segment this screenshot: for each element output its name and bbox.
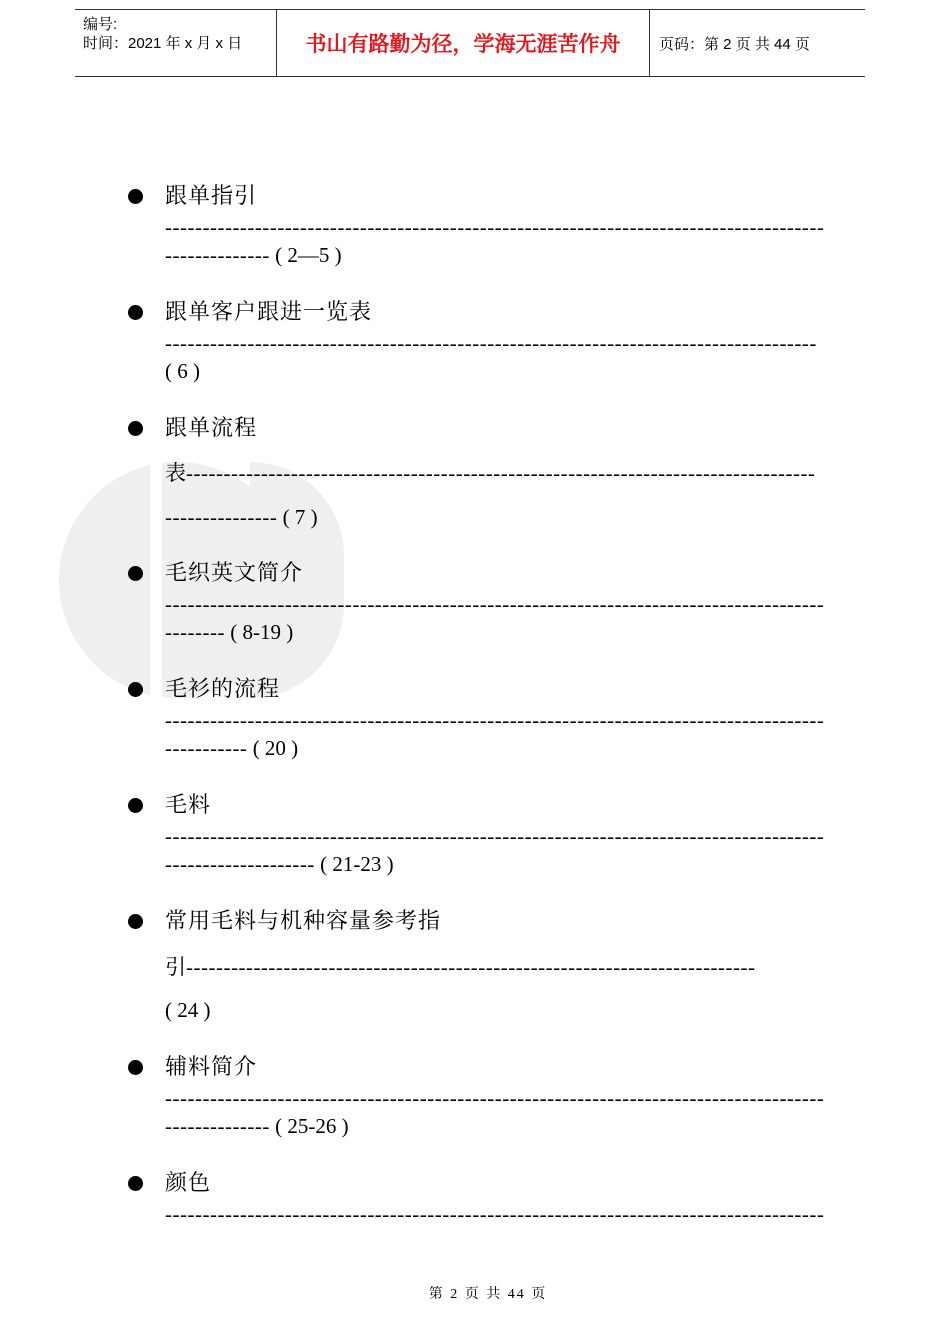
- toc-leader-line: [165, 954, 755, 980]
- bullet-icon: [128, 421, 143, 436]
- number-label: 编号:: [83, 16, 118, 33]
- toc-page-ref: ( 6 ): [165, 359, 200, 383]
- time-label: 时间：2021 年 x 月 x 日: [83, 35, 243, 52]
- toc-title: 辅料简介: [165, 1055, 258, 1080]
- header-page-label: 页码：第 2 页 共 44 页: [659, 35, 810, 53]
- page-header: [75, 9, 865, 77]
- toc-leader: -----------: [165, 736, 248, 760]
- toc-title: 跟单客户跟进一览表: [165, 300, 373, 325]
- toc-page-line: [165, 735, 298, 761]
- toc-leader: ----------------------------------------------------------------------------------------: [165, 1086, 825, 1110]
- toc-leader: --------------------: [165, 852, 315, 876]
- toc-leader: ------------------------------------------------------------------------------------: [186, 461, 816, 485]
- toc-page-ref: ( 7 ): [277, 505, 318, 529]
- toc-page-ref: ( 25-26 ): [269, 1114, 349, 1138]
- toc-page-line: [165, 358, 200, 384]
- toc-page-line: [165, 1113, 349, 1139]
- toc-page-line: [165, 504, 318, 530]
- toc-leader: ----------------------------------------------------------------------------: [186, 955, 756, 979]
- toc-leader: ---------------: [165, 505, 278, 529]
- toc-leader: --------------: [165, 243, 270, 267]
- toc-page-ref: ( 24 ): [165, 998, 211, 1022]
- toc-leader: --------: [165, 620, 225, 644]
- bullet-icon: [128, 798, 143, 813]
- toc-page-line: [165, 242, 342, 268]
- toc-title: 跟单指引: [165, 184, 258, 209]
- toc-page-ref: ( 8-19 ): [224, 620, 294, 644]
- toc-title-cont: 引: [165, 955, 186, 979]
- page-footer: 第 2 页 共 44 页: [428, 1287, 548, 1302]
- bullet-icon: [128, 1176, 143, 1191]
- toc-title: 毛料: [165, 793, 212, 818]
- bullet-icon: [128, 305, 143, 320]
- toc-page-line: [165, 851, 394, 877]
- header-motto: 书山有路勤为径，学海无涯苦作舟: [277, 10, 650, 76]
- bullet-icon: [128, 914, 143, 929]
- toc-title: 毛衫的流程: [165, 677, 281, 702]
- toc-page-line: [165, 997, 211, 1023]
- toc-leader: ----------------------------------------------------------------------------------------: [165, 708, 825, 732]
- bullet-icon: [128, 682, 143, 697]
- toc-leader: ----------------------------------------------------------------------------------------: [165, 215, 825, 239]
- toc-page-ref: ( 2—5 ): [269, 243, 342, 267]
- toc-title: 常用毛料与机种容量参考指: [165, 909, 442, 934]
- watermark-gap: [150, 462, 162, 698]
- toc-page-ref: ( 21-23 ): [314, 852, 394, 876]
- toc-title: 跟单流程: [165, 416, 258, 441]
- toc-leader: ---------------------------------------------------------------------------------------: [165, 331, 817, 355]
- toc-leader: ----------------------------------------------------------------------------------------: [165, 1202, 825, 1226]
- toc-leader: ----------------------------------------------------------------------------------------: [165, 592, 825, 616]
- toc-title: 颜色: [165, 1171, 212, 1196]
- toc-leader: --------------: [165, 1114, 270, 1138]
- toc-leader-line: [165, 460, 815, 486]
- bullet-icon: [128, 189, 143, 204]
- bullet-icon: [128, 1060, 143, 1075]
- bullet-icon: [128, 566, 143, 581]
- toc-title: 毛织英文简介: [165, 561, 304, 586]
- toc-page-ref: ( 20 ): [247, 736, 299, 760]
- toc-page-line: [165, 619, 293, 645]
- toc-title-cont: 表: [165, 461, 186, 485]
- toc-leader: ----------------------------------------------------------------------------------------: [165, 824, 825, 848]
- header-meta: [75, 10, 277, 76]
